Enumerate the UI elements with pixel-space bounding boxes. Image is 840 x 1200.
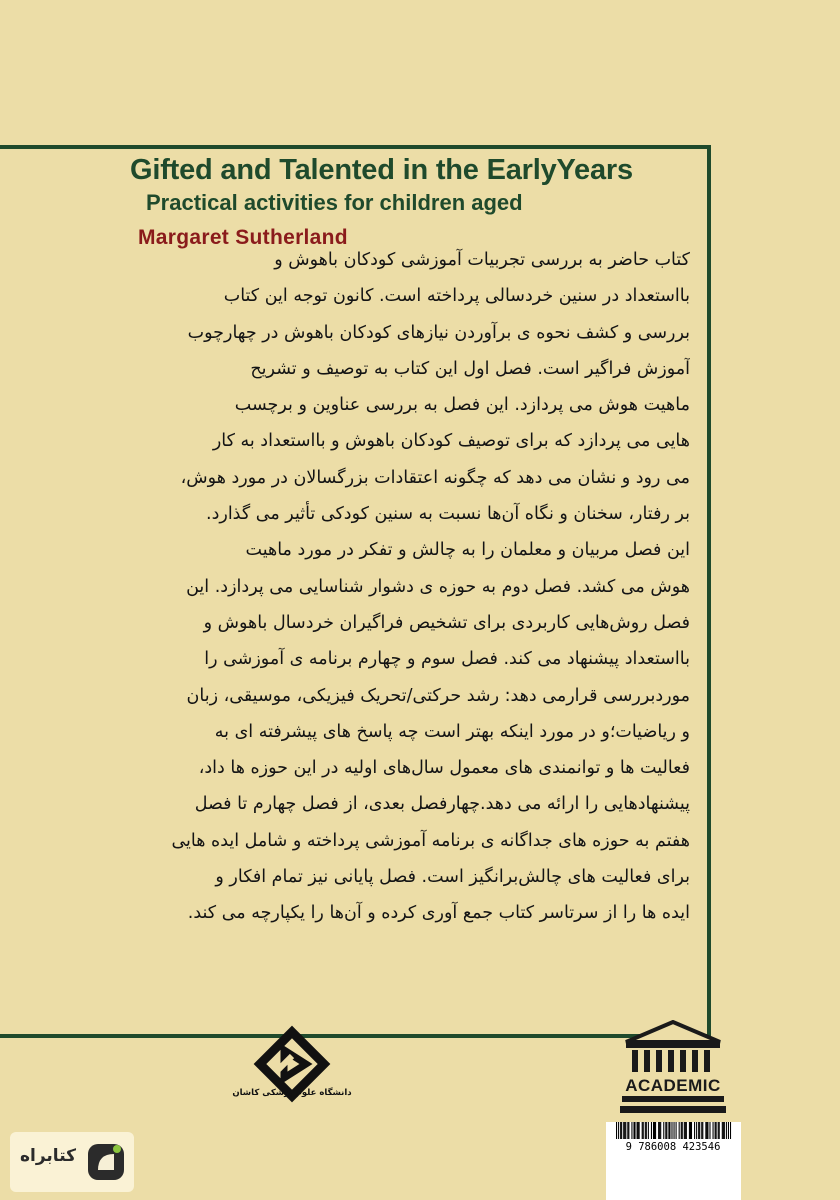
barcode-bar xyxy=(702,1122,703,1139)
barcode-bar xyxy=(643,1122,644,1139)
description-line: ماهیت هوش می پردازد. این فصل به بررسی عناوین و برچسب xyxy=(234,395,690,416)
barcode-bar xyxy=(671,1122,672,1139)
barcode-bar xyxy=(726,1122,727,1139)
isbn-number: 9 786008 423546 xyxy=(625,1141,721,1153)
description-line: کتاب حاضر به بررسی تجربیات آموزشی کودکان باهوش و xyxy=(274,250,690,270)
barcode-bar xyxy=(707,1122,708,1139)
description-line: موردبررسی قرارمی دهد: رشد حرکتی/تحریک فیزیکی، موسیقی، زبان xyxy=(186,685,690,706)
barcode-bar xyxy=(722,1122,723,1139)
barcode-bar xyxy=(627,1122,628,1139)
book-description xyxy=(118,242,690,932)
barcode-bar xyxy=(654,1122,655,1139)
barcode-bar xyxy=(728,1122,729,1139)
description-line: برای فعالیت های چالش‌برانگیز است. فصل پایانی نیز تمام افکار و xyxy=(215,867,690,888)
university-name: دانشگاه علوم پزشکی کاشان xyxy=(232,1088,352,1098)
barcode-bar xyxy=(659,1122,660,1139)
barcode-bar xyxy=(716,1122,717,1139)
book-author: Margaret Sutherland xyxy=(138,226,348,249)
description-line: بااستعداد در سنین خردسالی پرداخته است. کانون توجه این کتاب xyxy=(223,286,690,307)
barcode-bar xyxy=(696,1122,697,1139)
barcode-bar xyxy=(621,1122,622,1139)
barcode-bar xyxy=(701,1122,702,1139)
barcode-bar xyxy=(715,1122,716,1139)
academic-logo-text: ACADEMIC xyxy=(625,1076,721,1095)
description-line: هایی می پردازد که برای توصیف کودکان باهوش و بااستعداد به کار xyxy=(212,431,690,452)
barcode-bar xyxy=(624,1122,625,1139)
description-line: می رود و نشان می دهد که چگونه اعتقادات بزرگسالان در مورد هوش، xyxy=(180,467,690,488)
barcode-bar xyxy=(642,1122,643,1139)
book-title: Gifted and Talented in the EarlyYears xyxy=(130,154,633,186)
barcode-bar xyxy=(645,1122,646,1139)
barcode-bar xyxy=(674,1122,675,1139)
academic-publisher-logo-icon xyxy=(620,1020,726,1115)
barcode-bar xyxy=(633,1122,634,1139)
barcode-bar xyxy=(663,1122,664,1139)
barcode-bar xyxy=(718,1122,719,1139)
description-line: فصل روش‌هایی کاربردی برای تشخیص فراگیران خردسال باهوش و xyxy=(203,612,690,633)
barcode-bar xyxy=(648,1122,649,1139)
barcode-bar xyxy=(620,1122,621,1139)
barcode-bar xyxy=(616,1122,617,1139)
barcode-bar xyxy=(669,1122,670,1139)
description-line: و ریاضیات؛و در مورد اینکه بهتر است چه پاسخ های پیشرفته ای به xyxy=(214,721,690,742)
barcode-bar xyxy=(638,1122,639,1139)
description-line: هفتم به حوزه های جداگانه ی برنامه آموزشی پرداخته و شامل ایده هایی xyxy=(171,830,690,851)
description-line: بااستعداد پیشنهاد می کند. فصل سوم و چهارم برنامه ی آموزشی را xyxy=(204,649,690,670)
barcode-bar xyxy=(676,1122,677,1139)
ketabrah-logo-icon xyxy=(84,1140,128,1184)
barcode-bar xyxy=(634,1122,635,1139)
barcode-bar xyxy=(684,1122,685,1139)
barcode-bar xyxy=(730,1122,731,1139)
description-line: ایده ها را از سرتاسر کتاب جمع آوری کرده و آن‌ها را یکپارچه می کند. xyxy=(187,903,690,924)
barcode-bar xyxy=(665,1122,666,1139)
barcode-bar xyxy=(637,1122,638,1139)
barcode-bar xyxy=(719,1122,720,1139)
description-line: پیشنهادهایی را ارائه می دهد.چهارفصل بعدی، از فصل چهارم تا فصل xyxy=(194,794,690,815)
barcode-bar xyxy=(691,1122,692,1139)
barcode-bar xyxy=(713,1122,714,1139)
barcode-bar xyxy=(660,1122,661,1139)
barcode-bar xyxy=(646,1122,647,1139)
barcode-bar xyxy=(651,1122,652,1139)
barcode-bar xyxy=(682,1122,683,1139)
ketabrah-watermark-text: کتابراه xyxy=(19,1146,77,1166)
barcode-bar xyxy=(658,1122,659,1139)
barcode-bar xyxy=(705,1122,706,1139)
isbn-barcode xyxy=(606,1122,741,1200)
barcode-bar xyxy=(639,1122,640,1139)
description-line: بررسی و کشف نحوه ی برآوردن نیازهای کودکان باهوش در چهارچوب xyxy=(187,322,690,343)
university-logo-icon xyxy=(232,1020,352,1130)
description-line: هوش می کشد. فصل دوم به حوزه ی دشوار شناسایی می پردازد. این xyxy=(186,576,690,597)
barcode-bar xyxy=(631,1122,632,1139)
barcode-bar xyxy=(623,1122,624,1139)
book-subtitle: Practical activities for children aged xyxy=(146,190,523,215)
barcode-bar xyxy=(709,1122,710,1139)
description-line: بر رفتار، سخنان و نگاه آن‌ها نسبت به سنین کودکی تأثیر می گذارد. xyxy=(206,504,690,525)
barcode-bars xyxy=(606,1122,741,1142)
barcode-bar xyxy=(699,1122,700,1139)
barcode-bar xyxy=(625,1122,626,1139)
barcode-bar xyxy=(653,1122,654,1139)
description-line: آموزش فراگیر است. فصل اول این کتاب به توصیف و تشریح xyxy=(250,358,690,379)
description-line: فعالیت ها و توانمندی های معمول سال‌های اولیه در این حوزه ها داد، xyxy=(198,758,690,779)
barcode-bar xyxy=(628,1122,629,1139)
description-line: این فصل مربیان و معلمان را به چالش و تفکر در مورد ماهیت xyxy=(245,540,690,561)
barcode-bar xyxy=(681,1122,682,1139)
barcode-bar xyxy=(668,1122,669,1139)
barcode-bar xyxy=(690,1122,691,1139)
barcode-bar xyxy=(724,1122,725,1139)
barcode-bar xyxy=(686,1122,687,1139)
barcode-bar xyxy=(666,1122,667,1139)
barcode-bar xyxy=(685,1122,686,1139)
barcode-bar xyxy=(698,1122,699,1139)
barcode-bar xyxy=(723,1122,724,1139)
barcode-bar xyxy=(655,1122,656,1139)
barcode-bar xyxy=(679,1122,680,1139)
barcode-bar xyxy=(694,1122,695,1139)
barcode-bar xyxy=(689,1122,690,1139)
barcode-bar xyxy=(618,1122,619,1139)
barcode-bar xyxy=(706,1122,707,1139)
